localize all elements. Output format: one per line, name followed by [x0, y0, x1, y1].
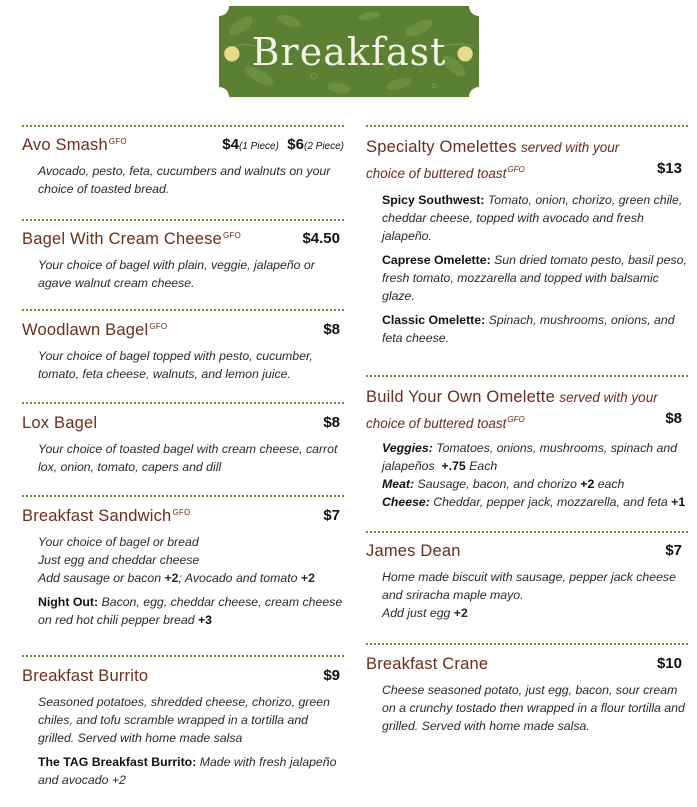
item-price: $10: [656, 655, 682, 672]
menu-item-woodlawn-bagel: [22, 321, 344, 383]
menu-item-james-dean: [366, 542, 688, 622]
menu-item-lox-bagel: [22, 414, 344, 476]
header-banner: [219, 6, 479, 97]
item-variant: Classic Omelette: Spinach, mushrooms, onions, and feta cheese.: [382, 312, 675, 345]
item-title: Build Your Own Omelette: [366, 388, 555, 406]
divider: [366, 125, 688, 127]
dot-ornament-left: ●: [223, 39, 242, 64]
item-title: Woodlawn Bagel$^{GFO}$: [22, 321, 168, 339]
item-price: $7: [665, 542, 682, 559]
divider: [22, 655, 344, 657]
divider: [22, 219, 344, 221]
menu-item-specialty-omelettes: [366, 136, 688, 347]
menu-item-bagel-cream-cheese: [22, 230, 344, 292]
item-title: Bagel With Cream Cheese$^{GFO}$: [22, 230, 241, 248]
item-description: Avocado, pesto, feta, cucumbers and walnuts on your choice of toasted bread.: [38, 164, 331, 196]
menu-item-breakfast-sandwich: [22, 507, 344, 629]
item-variant: Spicy Southwest: Tomato, onion, chorizo, green chile, cheddar cheese, topped with avocado and fresh jalapeño.: [382, 192, 683, 243]
item-title: Breakfast Sandwich$^{GFO}$: [22, 507, 191, 525]
divider: [366, 531, 688, 533]
item-price: $8: [323, 321, 340, 338]
menu-item-avo-smash: [22, 136, 344, 198]
item-description: Your choice of bagel or bread Just egg and cheddar cheese Add sausage or bacon +2; Avocado and tomato +2: [38, 535, 315, 585]
divider: [22, 402, 344, 404]
item-description: Your choice of bagel with plain, veggie, jalapeño or agave walnut cream cheese.: [38, 258, 315, 290]
item-title-block: [366, 136, 688, 185]
menu-item-build-your-own-omelette: [366, 386, 688, 511]
item-title: Breakfast Crane: [366, 655, 489, 673]
item-options: Veggies: Tomatoes, onions, mushrooms, spinach and jalapeños +.75 Each Meat: Sausage, bacon, and chorizo +2 each Cheese: Cheddar, pepper jack, mozzarella, and feta +1: [382, 440, 686, 509]
item-title: Avo Smash$^{GFO}$: [22, 136, 127, 154]
item-title: James Dean: [366, 542, 461, 560]
item-price: $4(1 Piece) $6(2 Piece): [222, 136, 344, 153]
item-price: $7: [323, 507, 340, 524]
item-variant: The TAG Breakfast Burrito: Made with fresh jalapeño and avocado +2: [38, 755, 337, 787]
item-description: Your choice of toasted bagel with cream cheese, carrot lox, onion, tomato, capers and dill: [38, 442, 338, 474]
item-note: served with your choice of buttered toast$^{GFO}$: [366, 140, 620, 181]
item-title: Specialty Omelettes: [366, 138, 517, 156]
item-price: $9: [323, 667, 340, 684]
page-title: [219, 6, 479, 97]
menu-item-breakfast-burrito: [22, 667, 344, 789]
item-title: Lox Bagel: [22, 414, 98, 432]
divider: [22, 495, 344, 497]
item-note: served with your choice of buttered toast$^{GFO}$: [366, 390, 658, 431]
item-description: Cheese seasoned potato, just egg, bacon, sour cream on a crunchy tostado then wrapped in a flour tortilla and grilled. Served with home made salsa.: [382, 683, 685, 733]
divider: [22, 309, 344, 311]
divider: [366, 375, 688, 377]
item-description: Home made biscuit with sausage, pepper jack cheese and sriracha maple mayo. Add just egg +2: [382, 570, 676, 620]
item-price: $8: [665, 410, 682, 427]
item-variant: Caprese Omelette: Sun dried tomato pesto, basil peso, fresh tomato, mozzarella and topped with balsamic glaze.: [382, 252, 687, 303]
item-description: Seasoned potatoes, shredded cheese, chorizo, green chiles, and tofu scramble wrapped in a tortilla and grilled. Served with home made salsa: [38, 695, 330, 745]
page-title-text: Breakfast: [251, 29, 447, 74]
item-title: Breakfast Burrito: [22, 667, 149, 685]
item-title-block: [366, 386, 688, 435]
menu-item-breakfast-crane: [366, 655, 688, 735]
dot-ornament-right: ●: [456, 39, 475, 64]
item-description: Your choice of bagel topped with pesto, cucumber, tomato, feta cheese, walnuts, and lemon juice.: [38, 349, 313, 381]
item-price: $8: [323, 414, 340, 431]
divider: [366, 643, 688, 645]
item-price: $13: [656, 160, 682, 177]
divider: [22, 125, 344, 127]
item-price: $4.50: [302, 230, 340, 247]
item-variant: Night Out: Bacon, egg, cheddar cheese, cream cheese on red hot chili pepper bread +3: [38, 595, 343, 627]
